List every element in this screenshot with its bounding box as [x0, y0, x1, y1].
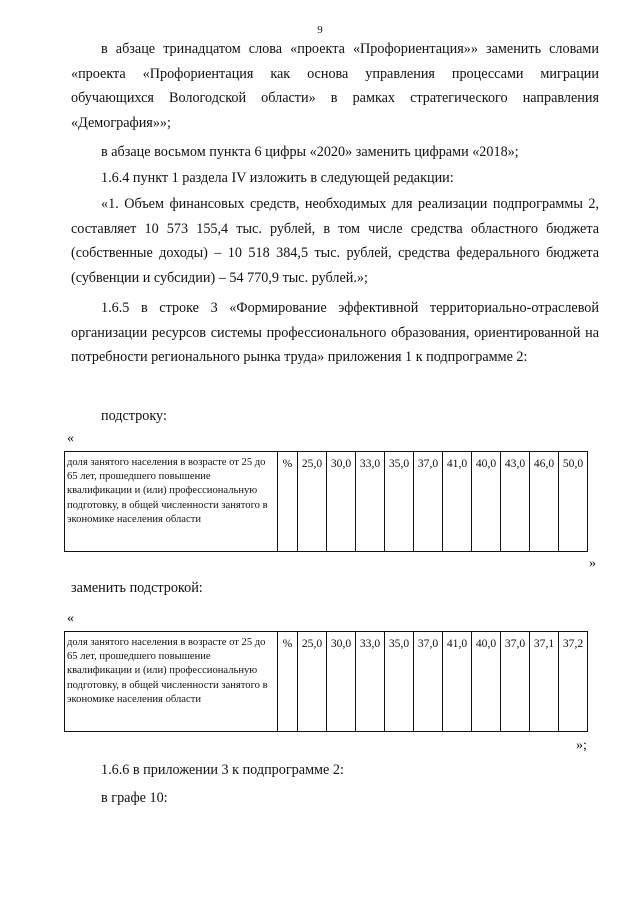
indicator-value: 41,0: [443, 452, 472, 552]
indicator-value: 37,0: [501, 632, 530, 732]
paragraph-8-replacement: в абзаце восьмом пункта 6 цифры «2020» заменить цифрами «2018»;: [101, 144, 519, 160]
indicator-value: 30,0: [327, 632, 356, 732]
indicator-value: 40,0: [472, 452, 501, 552]
indicator-value: 50,0: [559, 452, 588, 552]
indicator-table-new: [64, 631, 588, 732]
label-replace: заменить подстрокой:: [71, 580, 203, 596]
section-1-6-5: 1.6.5 в строке 3 «Формирование эффективной территориально-отраслевой организации ресурсов системы профессионального образования, ориентированной на потребности регионального рынка труда» приложения 1 к подпрограмме 2:: [71, 300, 599, 365]
indicator-value: 25,0: [298, 632, 327, 732]
table-row: [65, 452, 588, 552]
label-substring: подстроку:: [101, 408, 167, 424]
indicator-value: 37,2: [559, 632, 588, 732]
indicator-description: доля занятого населения в возрасте от 25 до 65 лет, прошедшего повышение квалификации и (или) профессиональную подготовку, в общей численности занятого в экономике населения области: [65, 632, 278, 732]
indicator-value: 33,0: [356, 632, 385, 732]
table-row: [65, 632, 588, 732]
indicator-value: 40,0: [472, 632, 501, 732]
indicator-description: доля занятого населения в возрасте от 25 до 65 лет, прошедшего повышение квалификации и (или) профессиональную подготовку, в общей численности занятого в экономике населения области: [65, 452, 278, 552]
close-quote-new: »;: [576, 738, 587, 753]
indicator-unit: %: [278, 632, 298, 732]
indicator-value: 37,0: [414, 632, 443, 732]
indicator-value: 43,0: [501, 452, 530, 552]
indicator-value: 25,0: [298, 452, 327, 552]
section-1-6-6: 1.6.6 в приложении 3 к подпрограмме 2:: [101, 762, 344, 778]
indicator-value: 33,0: [356, 452, 385, 552]
section-4-point-1-text: «1. Объем финансовых средств, необходимых для реализации подпрограммы 2, составляет 10 573 155,4 тыс. рублей, в том числе средства областного бюджета (собственные доходы) – 10 518 384,5 тыс. рублей, средства федерального бюджета (субвенции и субсидии) – 54 770,9 тыс. рублей.»;: [71, 196, 599, 286]
indicator-unit: %: [278, 452, 298, 552]
section-1-6-4: 1.6.4 пункт 1 раздела IV изложить в следующей редакции:: [101, 170, 454, 186]
indicator-table-old: [64, 451, 588, 552]
page-number: 9: [317, 24, 323, 36]
paragraph-13-replacement: в абзаце тринадцатом слова «проекта «Профориентация»» заменить словами «проекта «Профориентация как основа управления процессами миграции обучающихся Вологодской области» в рамках стратегического направления «Демография»»;: [71, 41, 599, 131]
indicator-value: 41,0: [443, 632, 472, 732]
indicator-value: 46,0: [530, 452, 559, 552]
indicator-value: 30,0: [327, 452, 356, 552]
open-quote-new: «: [67, 611, 74, 626]
close-quote-old: »: [589, 556, 596, 571]
open-quote-old: «: [67, 431, 74, 446]
indicator-value: 37,0: [414, 452, 443, 552]
indicator-value: 35,0: [385, 632, 414, 732]
indicator-value: 35,0: [385, 452, 414, 552]
indicator-value: 37,1: [530, 632, 559, 732]
column-10-label: в графе 10:: [101, 790, 168, 806]
